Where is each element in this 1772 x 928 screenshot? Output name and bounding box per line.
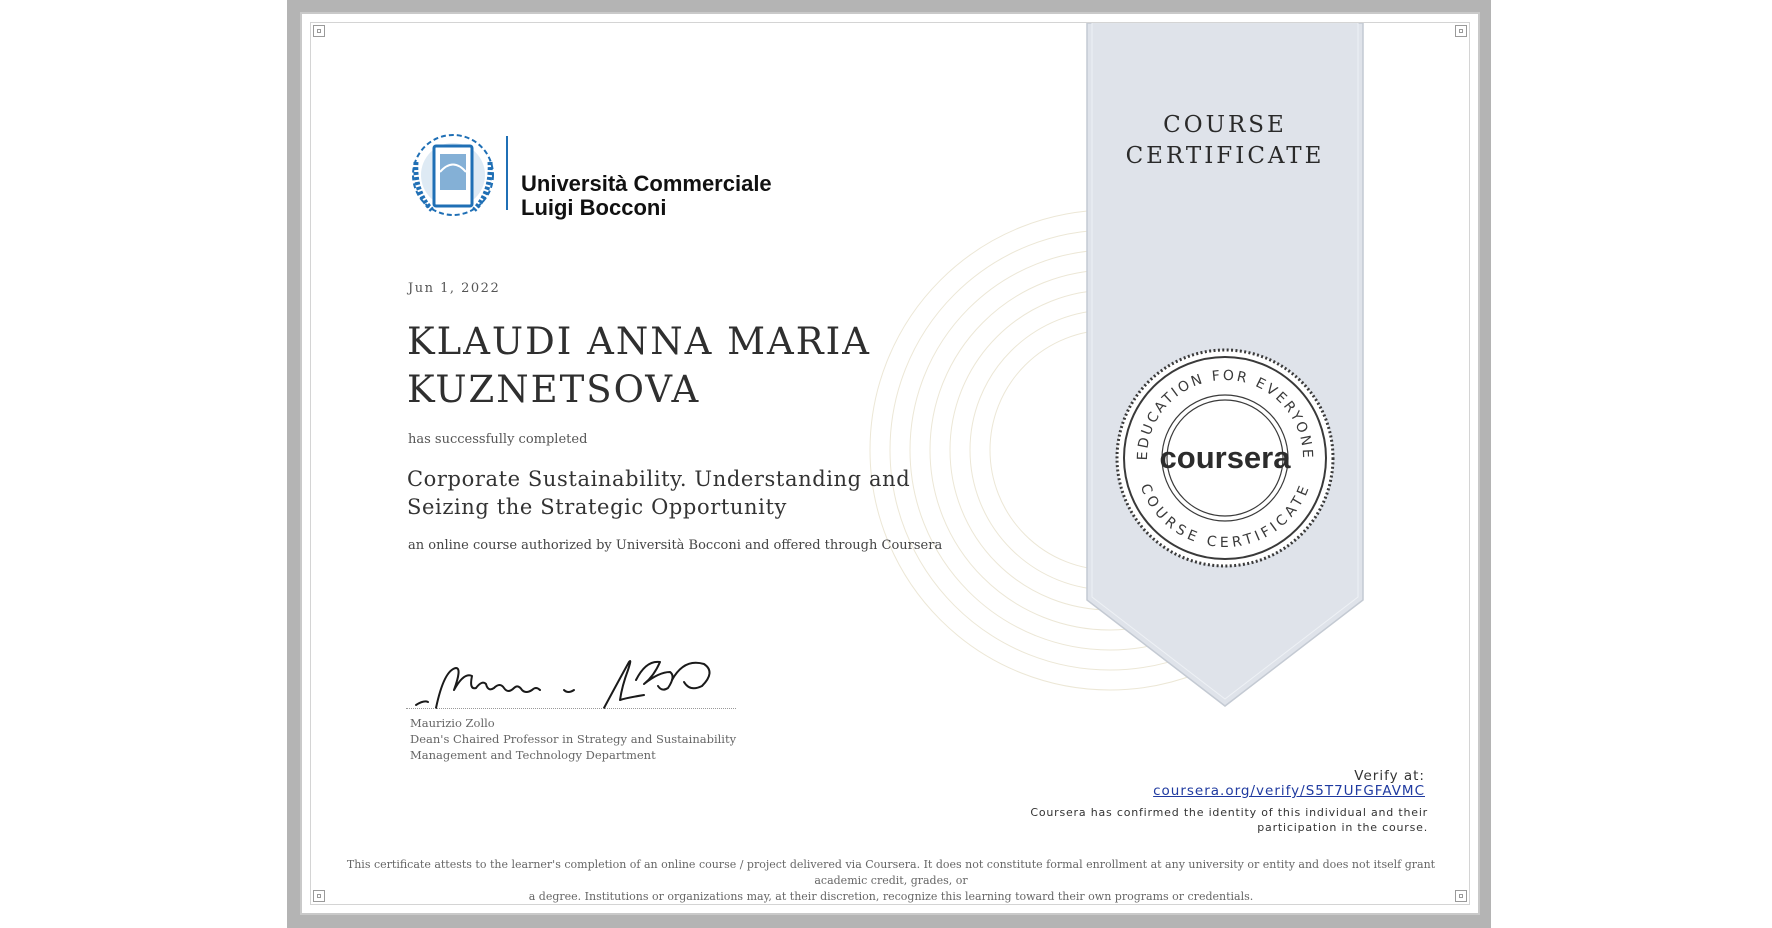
signature-line <box>406 708 736 709</box>
signer-title-line1: Dean's Chaired Professor in Strategy and Sustainability <box>410 732 737 746</box>
disclaimer-line1: This certificate attests to the learner's completion of an online course / project delivered via Coursera. It does not constitute formal enrollment at any university or entity and does not itself grant academic credit, grades, or <box>346 858 1436 887</box>
recipient-name-line1: KLAUDI ANNA MARIA <box>407 320 871 363</box>
signer-block <box>410 715 736 763</box>
coursera-seal-icon <box>1112 345 1338 571</box>
identity-confirmation-line2: participation in the course. <box>1257 821 1428 834</box>
disclaimer <box>330 857 1452 905</box>
corner-ornament-top-left <box>313 25 325 37</box>
completion-text: has successfully completed <box>408 432 588 447</box>
corner-ornament-top-right <box>1455 25 1467 37</box>
ribbon-title <box>1086 110 1364 172</box>
issue-date: Jun 1, 2022 <box>408 281 501 296</box>
seal-ring-bottom-text: COURSE CERTIFICATE <box>1136 481 1314 552</box>
disclaimer-line2: a degree. Institutions or organizations may, at their discretion, recognize this learning toward their own programs or credentials. <box>528 890 1254 903</box>
signature <box>414 650 724 710</box>
verify-link[interactable]: coursera.org/verify/S5T7UFGFAVMC <box>1153 783 1425 799</box>
institution-name-line1: Università Commerciale <box>521 171 772 196</box>
signer-name: Maurizio Zollo <box>410 716 495 730</box>
verify-label: Verify at: <box>1354 768 1425 784</box>
authorization-text: an online course authorized by Università Bocconi and offered through Coursera <box>408 538 943 553</box>
course-title <box>407 465 967 521</box>
corner-ornament-bottom-left <box>313 890 325 902</box>
ribbon-title-line2: CERTIFICATE <box>1125 143 1325 169</box>
bocconi-crest-icon <box>413 135 493 215</box>
identity-confirmation-line1: Coursera has confirmed the identity of this individual and their <box>1030 806 1428 819</box>
ribbon-title-line1: COURSE <box>1163 112 1287 138</box>
corner-ornament-bottom-right <box>1455 890 1467 902</box>
identity-confirmation <box>1030 805 1428 835</box>
course-title-line2: Seizing the Strategic Opportunity <box>407 495 787 519</box>
signer-title-line2: Management and Technology Department <box>410 748 656 762</box>
recipient-name-line2: KUZNETSOVA <box>407 368 701 411</box>
recipient-name <box>407 318 967 414</box>
institution-name-line2: Luigi Bocconi <box>521 195 667 220</box>
logo-divider <box>506 136 508 210</box>
seal-brand: coursera <box>1159 440 1291 475</box>
course-title-line1: Corporate Sustainability. Understanding and <box>407 467 911 491</box>
institution-name <box>521 172 772 220</box>
seal-ring-top-text: EDUCATION FOR EVERYONE <box>1134 367 1316 461</box>
